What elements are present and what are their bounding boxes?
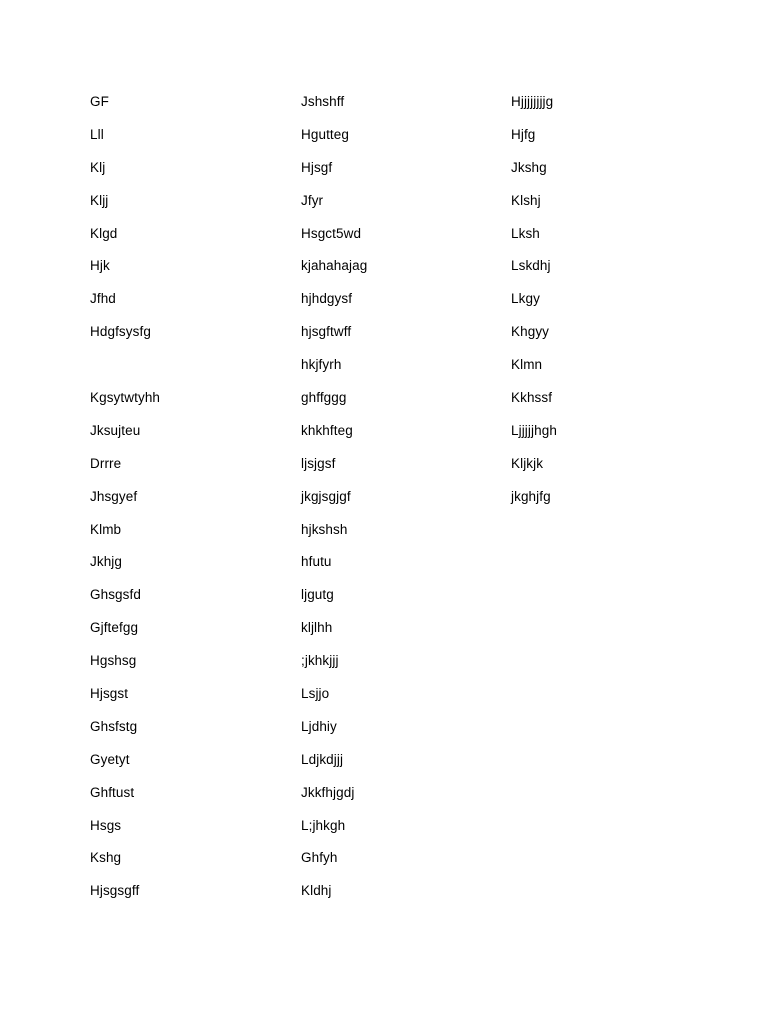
word-entry: Lskdhj [511,258,551,274]
word-entry: Hdgfsysfg [90,324,151,340]
word-entry: Kljkjk [511,455,544,471]
word-entry: Jfhd [90,291,116,307]
word-entry: hjhdgysf [301,291,353,307]
word-entry: jkghjfg [511,488,551,504]
word-entry: Hjfg [511,126,536,142]
word-entry: ljgutg [301,587,334,603]
word-column-3 [511,92,711,520]
word-entry: Jshshff [301,94,345,109]
word-entry: Khgyy [511,324,550,340]
word-entry: Ghftust [90,784,135,800]
word-entry: Ghfyh [301,850,338,866]
word-entry: Hgshsg [90,653,137,669]
word-entry: Kljj [90,192,109,208]
word-entry: Gjftefgg [90,620,139,636]
word-entry: Jfyr [301,192,324,208]
word-entry: Kgsytwtyhh [90,390,161,406]
word-entry: Jkhjg [90,554,123,570]
word-entry: ghffggg [301,390,347,406]
word-entry: jkgjsgjgf [301,488,351,504]
word-entry: Klmn [511,357,543,373]
word-entry: Hjk [90,258,110,274]
word-entry: Kldhj [301,883,332,899]
word-entry: Drrre [90,455,122,471]
word-entry: khkhfteg [301,422,353,438]
word-entry: hjsgftwff [301,324,352,340]
word-entry: Lksh [511,225,540,241]
word-entry: L;jhkgh [301,817,346,833]
word-entry: Hjsgf [301,159,333,175]
word-entry: Hjsgsgff [90,883,140,899]
word-entry: ;jkhkjjj [301,653,339,669]
word-entry: Ghsgsfd [90,587,141,603]
word-entry: Hsgct5wd [301,225,362,241]
word-entry: Jhsgyef [90,488,138,504]
word-entry: Ldjkdjjj [301,751,344,767]
word-entry: Ljdhiy [301,718,337,734]
word-entry: Klshj [511,192,541,208]
word-entry: Klmb [90,521,122,537]
word-entry: hfutu [301,554,332,570]
word-entry: Kshg [90,850,122,866]
word-entry: kjahahajag [301,258,368,274]
word-entry: hkjfyrh [301,357,342,373]
word-entry: Hsgs [90,817,122,833]
word-entry: Jksujteu [90,422,141,438]
word-entry: hjkshsh [301,521,348,537]
word-entry: Lkgy [511,291,540,307]
word-entry: Kkhssf [511,390,553,406]
word-entry: kljlhh [301,620,333,636]
word-entry: Hjjjjjjjjg [511,94,554,109]
word-entry: Hjsgst [90,686,129,702]
word-entry [90,355,290,388]
word-entry: Jkshg [511,159,547,175]
word-column-2 [301,92,501,914]
word-column-1 [90,92,290,914]
word-entry: ljsjgsf [301,455,336,471]
word-entry: Klj [90,159,106,175]
word-entry: GF [90,94,109,109]
word-entry: Gyetyt [90,751,130,767]
word-entry: Klgd [90,225,118,241]
word-entry: Lll [90,126,104,142]
word-entry: Hgutteg [301,126,349,142]
word-entry: Ljjjjjhgh [511,422,557,438]
word-entry: Ghsfstg [90,718,138,734]
word-entry: Lsjjo [301,686,330,702]
word-entry: Jkkfhjgdj [301,784,355,800]
